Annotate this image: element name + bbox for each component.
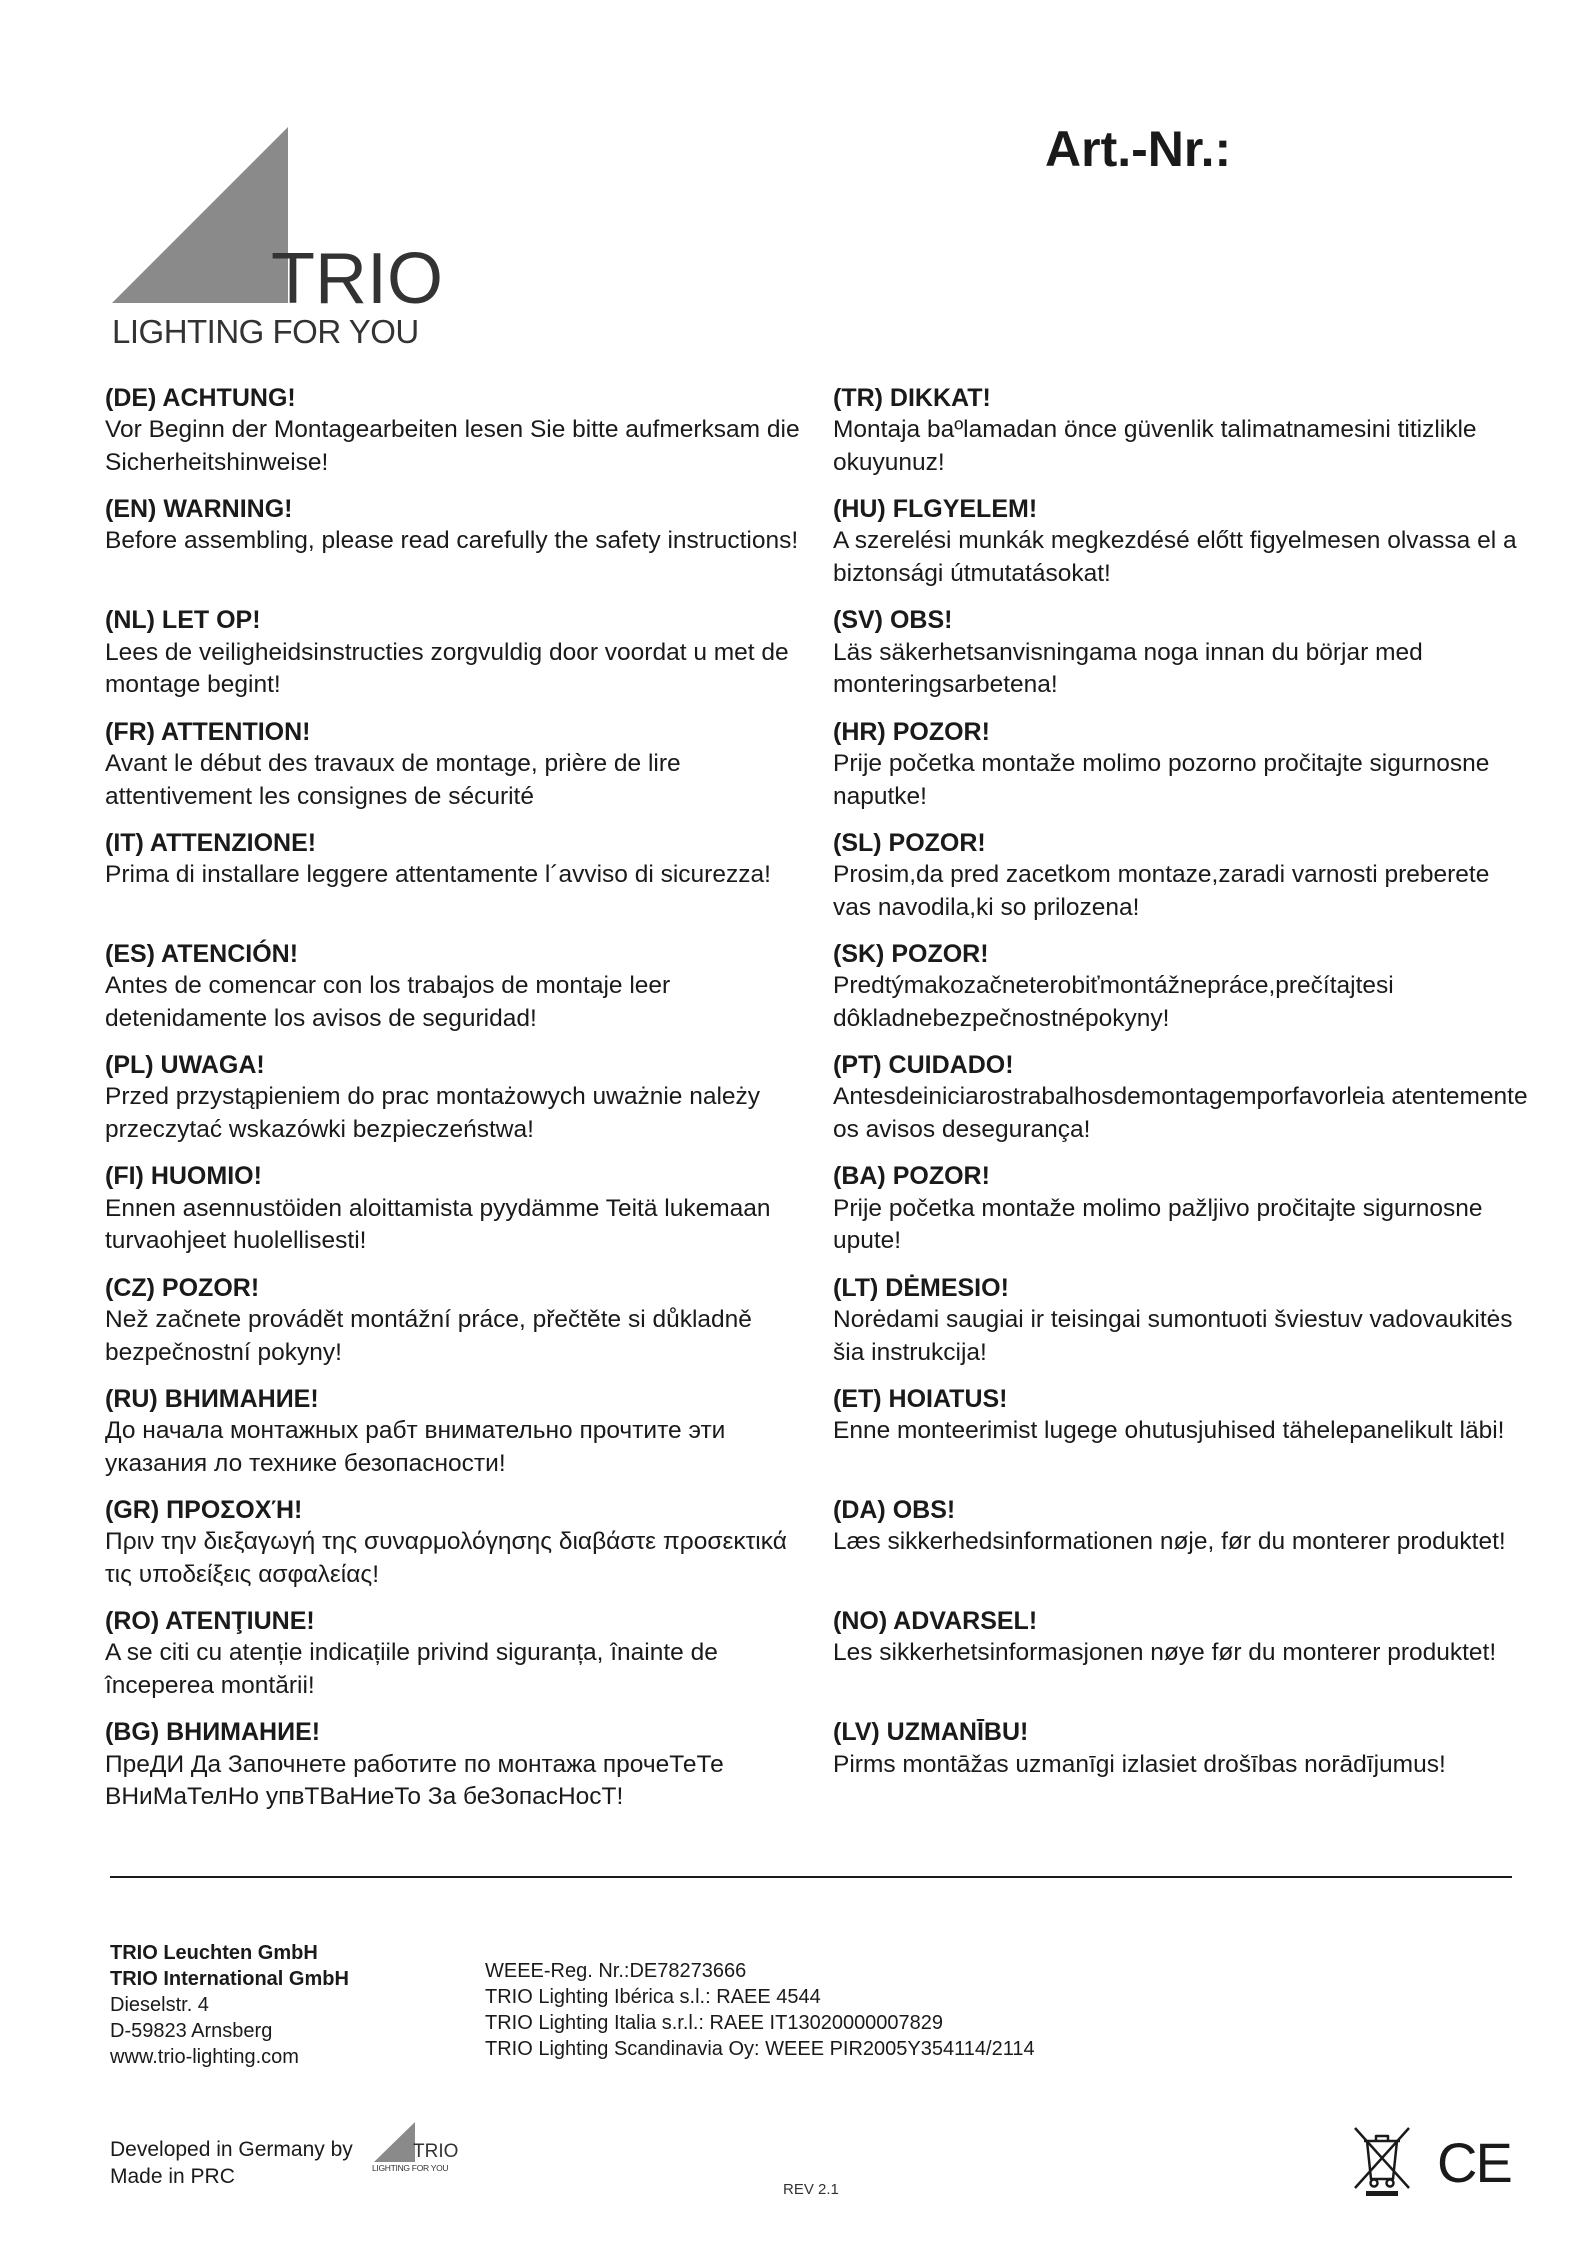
warning-text: Läs säkerhetsanvisningama noga innan du börjar med monteringsarbetena! [833, 638, 1423, 699]
warning-block [105, 1495, 805, 1606]
warning-title: (RU) ВНИМАНИЕ! [105, 1384, 319, 1413]
warning-text: Before assembling, please read carefully the safety instructions! [105, 527, 799, 555]
company-website[interactable]: www.trio-lighting.com [110, 2046, 299, 2068]
warning-block [833, 605, 1533, 716]
company-name-1: TRIO Leuchten GmbH [110, 1942, 318, 1964]
small-trio-logo [372, 2120, 462, 2180]
warning-text: Przed przystąpieniem do prac montażowych uważnie należy przeczytać wskazówki bezpieczeństwa! [105, 1083, 761, 1144]
origin-info [110, 2136, 353, 2190]
warning-text: Norėdami saugiai ir teisingai sumontuoti šviestuv vadovaukitės šia instrukcija! [833, 1305, 1513, 1366]
warning-block [105, 1384, 805, 1495]
warning-block [105, 939, 805, 1050]
warning-block [105, 1161, 805, 1272]
warning-text: Ennen asennustöiden aloittamista pyydämme Teitä lukemaan turvaohjeet huolellisesti! [105, 1194, 771, 1255]
warning-title: (PT) CUIDADO! [833, 1051, 1014, 1080]
warning-title: (LT) DĖMESIO! [833, 1273, 1009, 1302]
developed-in-text: Developed in Germany by [110, 2138, 353, 2161]
warning-block [833, 1606, 1533, 1717]
company-address [110, 1940, 349, 2070]
warnings-column-left [105, 383, 805, 1828]
warning-text: Prije početka montaže molimo pažljivo pročitajte sigurnosne upute! [833, 1194, 1483, 1255]
trio-logo [110, 125, 443, 355]
warning-title: (SL) POZOR! [833, 828, 986, 857]
warning-title: (RO) ATENŢIUNE! [105, 1607, 315, 1636]
weee-line: TRIO Lighting Scandinavia Oy: WEEE PIR2005Y354114/2114 [485, 2038, 1035, 2060]
warning-block [833, 1384, 1533, 1495]
warning-title: (TR) DIKKAT! [833, 384, 991, 412]
logo-triangle-icon [110, 125, 290, 305]
warning-title: (EN) WARNING! [105, 495, 293, 524]
warning-text: До начала монтажных рабт внимательно прочтите эти указания ло технике безопасности! [105, 1416, 726, 1477]
warning-text: Antes de comencar con los trabajos de montaje leer detenidamente los avisos de seguridad! [105, 972, 671, 1033]
warning-text: ПреДИ Да Започнете работите по монтажа прочеТеТе ВНиМаТелНо упвТВаНиеТо За беЗопасНосТ! [105, 1750, 724, 1811]
company-city: D-59823 Arnsberg [110, 2020, 273, 2042]
warning-text: Vor Beginn der Montagearbeiten lesen Sie bitte aufmerksam die Sicherheitshinweise! [105, 416, 800, 477]
warning-title: (SK) POZOR! [833, 939, 989, 968]
warning-title: (HU) FLGYELEM! [833, 495, 1038, 524]
revision-label: REV 2.1 [783, 2181, 839, 2198]
warning-title: (LV) UZMANĪBU! [833, 1718, 1029, 1747]
warning-block [833, 828, 1533, 939]
warning-block [833, 383, 1533, 494]
warning-text: Prima di installare leggere attentamente l´avviso di sicurezza! [105, 861, 771, 888]
warning-text: Pirms montāžas uzmanīgi izlasiet drošības norādījumus! [833, 1750, 1446, 1778]
warning-block [105, 1606, 805, 1717]
warning-text: Avant le début des travaux de montage, prière de lire attentivement les consignes de sécurité [105, 749, 681, 810]
warning-block [833, 1050, 1533, 1161]
warning-text: Læs sikkerhedsinformationen nøje, før du monterer produktet! [833, 1528, 1506, 1556]
warning-text: Predtýmakozačneterobiťmontážnepráce,prečítajtesi dôkladnebezpečnostnépokyny! [833, 972, 1394, 1033]
small-logo-tagline: LIGHTING FOR YOU [372, 2163, 449, 2173]
weee-line: TRIO Lighting Italia s.r.l.: RAEE IT13020000007829 [485, 2012, 944, 2034]
warning-block [833, 939, 1533, 1050]
warning-title: (FR) ATTENTION! [105, 717, 311, 746]
warning-block [105, 605, 805, 716]
warning-title: (FI) HUOMIO! [105, 1162, 262, 1191]
warning-title: (DA) OBS! [833, 1495, 956, 1524]
weee-line: WEEE-Reg. Nr.:DE78273666 [485, 1960, 747, 1982]
warning-title: (HR) POZOR! [833, 717, 990, 746]
warning-block [105, 494, 805, 605]
warning-title: (DE) ACHTUNG! [105, 384, 296, 412]
warning-title: (GR) ΠΡΟΣΟΧΉ! [105, 1495, 303, 1524]
weee-registrations [485, 1958, 1035, 2062]
warning-text: Πριν την διεξαγωγή της συναρμολόγησης διαβάστε προσεκτικά τις υποδείξεις ασφαλείας! [105, 1528, 787, 1588]
warning-text: A se citi cu atenție indicațiile privind siguranța, înainte de începerea montării! [105, 1639, 718, 1700]
weee-bin-icon [1352, 2125, 1412, 2197]
warning-title: (BG) ВНИМАНИЕ! [105, 1718, 321, 1747]
logo-tagline: LIGHTING FOR YOU [112, 313, 419, 350]
warning-title: (ET) HOIATUS! [833, 1384, 1008, 1413]
warning-title: (ES) ATENCIÓN! [105, 939, 299, 968]
warning-block [833, 494, 1533, 605]
warning-text: Lees de veiligheidsinstructies zorgvuldig door voordat u met de montage begint! [105, 638, 789, 699]
warning-text: Než začnete provádět montážní práce, přečtěte si důkladně bezpečnostní pokyny! [105, 1305, 752, 1366]
warning-block [105, 717, 805, 828]
warning-block [833, 1717, 1533, 1828]
warning-block [833, 1273, 1533, 1384]
article-number-label: Art.-Nr.: [1045, 121, 1232, 177]
warning-block [105, 1273, 805, 1384]
warning-text: Antesdeiniciarostrabalhosdemontagemporfavorleia atentemente os avisos desegurança! [833, 1083, 1528, 1144]
warning-block [833, 1495, 1533, 1606]
weee-line: TRIO Lighting Ibérica s.l.: RAEE 4544 [485, 1986, 821, 2008]
warning-text: Prosim,da pred zacetkom montaze,zaradi varnosti preberete vas navodila,ki so prilozena! [833, 861, 1490, 921]
ce-mark-icon: CE [1437, 2131, 1511, 2194]
company-name-2: TRIO International GmbH [110, 1968, 349, 1990]
company-street: Dieselstr. 4 [110, 1994, 209, 2016]
footer-divider [110, 1876, 1512, 1878]
small-logo-wordmark: TRIO [413, 2141, 459, 2162]
warning-text: Montaja baºlamadan önce güvenlik talimatnamesini titizlikle okuyunuz! [833, 416, 1477, 477]
warning-block [105, 383, 805, 494]
warning-text: A szerelési munkák megkezdésé előtt figyelmesen olvassa el a biztonsági útmutatásokat! [833, 527, 1517, 588]
warning-title: (IT) ATTENZIONE! [105, 828, 317, 857]
warning-title: (CZ) POZOR! [105, 1273, 260, 1302]
warning-title: (NL) LET OP! [105, 606, 261, 635]
warning-title: (PL) UWAGA! [105, 1051, 265, 1080]
logo-wordmark: TRIO [271, 239, 443, 319]
warning-title: (BA) POZOR! [833, 1162, 990, 1191]
warning-block [105, 1717, 805, 1828]
warning-text: Enne monteerimist lugege ohutusjuhised tähelepanelikult läbi! [833, 1416, 1505, 1444]
warning-title: (NO) ADVARSEL! [833, 1607, 1038, 1636]
warning-text: Les sikkerhetsinformasjonen nøye før du monterer produktet! [833, 1639, 1497, 1667]
warnings-column-right [833, 383, 1533, 1828]
warning-text: Prije početka montaže molimo pozorno pročitajte sigurnosne naputke! [833, 749, 1490, 810]
made-in-text: Made in PRC [110, 2165, 235, 2188]
warning-block [105, 1050, 805, 1161]
warning-title: (SV) OBS! [833, 606, 953, 635]
warning-block [833, 717, 1533, 828]
warning-block [833, 1161, 1533, 1272]
warning-block [105, 828, 805, 939]
